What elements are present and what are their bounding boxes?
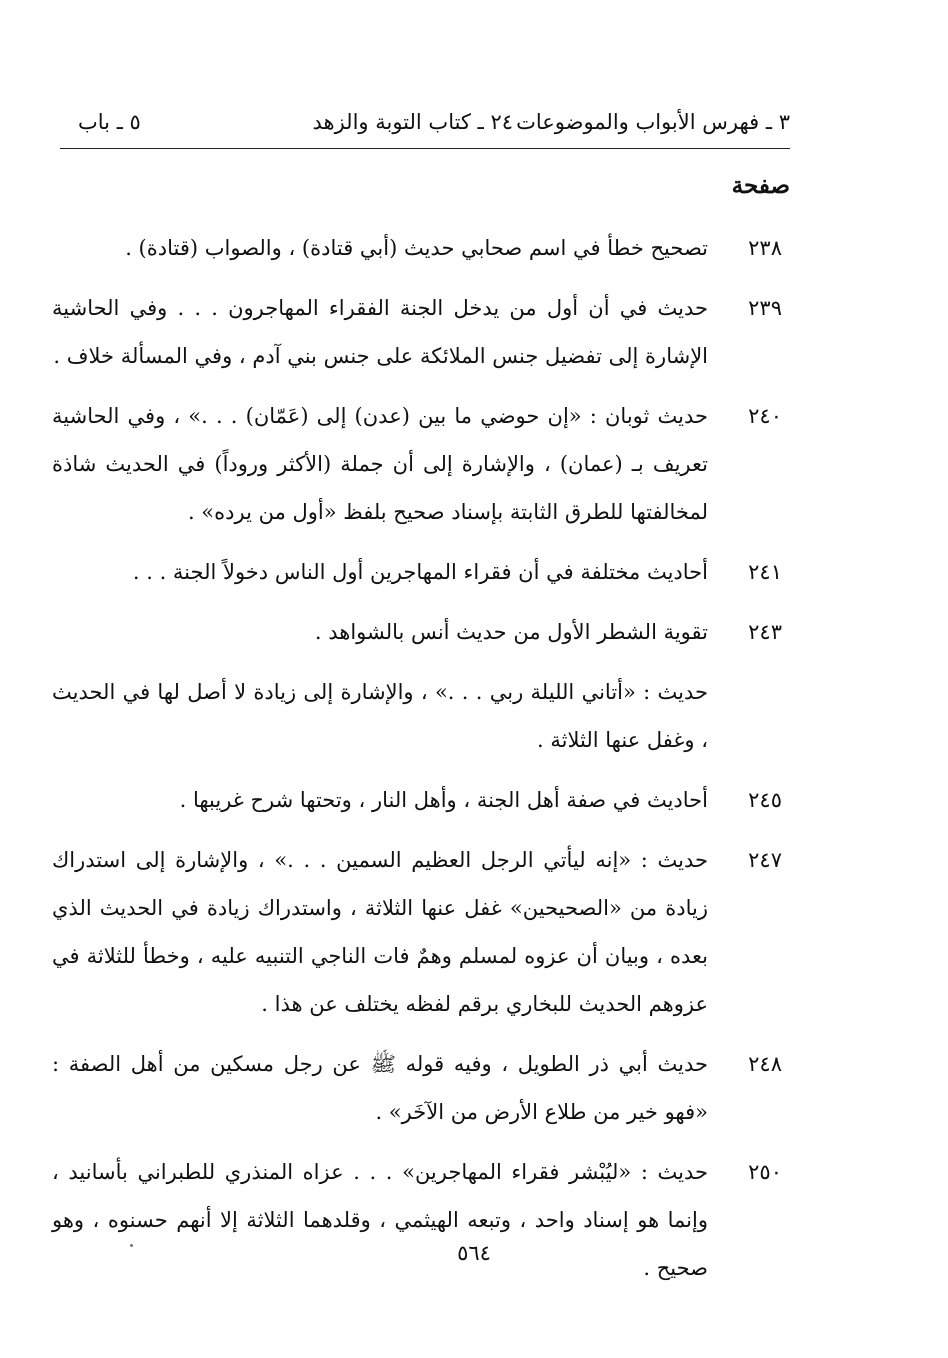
entry-text: حديث أبي ذر الطويل ، وفيه قوله ﷺ عن رجل مسكين من أهل الصفة : «فهو خير من طلاع الأرض من الآخَر» .	[52, 1052, 708, 1124]
entry-page-number: ٢٥٠	[748, 1160, 782, 1184]
entry-page-number: ٢٤٨	[748, 1052, 782, 1076]
entry-page-number: ٢٤٣	[748, 620, 782, 644]
index-entry	[0, 224, 948, 272]
entry-page-number: ٢٤٥	[748, 788, 782, 812]
index-entry	[0, 668, 948, 764]
header-section-title: ٣ ـ فهرس الأبواب والموضوعات	[516, 110, 790, 134]
entry-text: حديث : «إنه ليأتي الرجل العظيم السمين . . .» ، والإشارة إلى استدراك زيادة من «الصحيحين» غفل عنها الثلاثة ، واستدراك زيادة في الحديث الذي بعده ، وبيان أن عزوه لمسلم وهمٌ فات الناجي التنبيه عليه ، وخطأ للثلاثة في عزوهم الحديث للبخاري برقم لفظه يختلف عن هذا .	[52, 848, 708, 1016]
running-header	[60, 102, 790, 142]
entry-page-number: ٢٣٨	[748, 236, 782, 260]
entry-text: حديث في أن أول من يدخل الجنة الفقراء المهاجرون . . . وفي الحاشية الإشارة إلى تفضيل جنس الملائكة على جنس بني آدم ، وفي المسألة خلاف .	[52, 296, 708, 368]
header-book-title: ٢٤ ـ كتاب التوبة والزهد	[312, 110, 513, 134]
index-entry	[0, 1040, 948, 1136]
index-entry	[0, 776, 948, 824]
entry-text: تصحيح خطأ في اسم صحابي حديث (أبي قتادة) ، والصواب (قتادة) .	[125, 236, 708, 260]
header-divider	[60, 148, 790, 149]
entry-text: حديث : «ليُبْشر فقراء المهاجرين» . . . عزاه المنذري للطبراني بأسانيد ، وإنما هو إسناد واحد ، وتبعه الهيثمي ، وقلدهما الثلاثة إلا أنهم حسنوه ، وهو صحيح .	[52, 1160, 708, 1280]
index-entry	[0, 608, 948, 656]
entry-page-number: ٢٣٩	[748, 296, 782, 320]
entry-page-number: ٢٤١	[748, 560, 782, 584]
index-entry	[0, 284, 948, 380]
index-entry	[0, 548, 948, 596]
header-chapter: ٥ ـ باب	[78, 110, 141, 134]
scan-speck	[130, 1244, 133, 1247]
entry-text: أحاديث مختلفة في أن فقراء المهاجرين أول الناس دخولاً الجنة . . .	[132, 560, 708, 584]
index-entry	[0, 392, 948, 536]
index-entries	[0, 224, 948, 1292]
page-number: ٥٦٤	[457, 1241, 491, 1265]
entry-text: أحاديث في صفة أهل الجنة ، وأهل النار ، وتحتها شرح غريبها .	[179, 788, 708, 812]
index-entry	[0, 1148, 948, 1292]
entry-page-number: ٢٤٠	[748, 404, 782, 428]
entry-text: تقوية الشطر الأول من حديث أنس بالشواهد .	[314, 620, 708, 644]
entry-text: حديث ثوبان : «إن حوضي ما بين (عدن) إلى (عَمّان) . . .» ، وفي الحاشية تعريف بـ (عمان) ، والإشارة إلى أن جملة (الأكثر وروداً) في الحديث شاذة لمخالفتها للطرق الثابتة بإسناد صحيح بلفظ «أول من يرده» .	[52, 404, 708, 524]
page-column-heading: صفحة	[731, 172, 790, 199]
index-entry	[0, 836, 948, 1028]
entry-page-number: ٢٤٧	[748, 848, 782, 872]
entry-text: حديث : «أتاني الليلة ربي . . .» ، والإشارة إلى زيادة لا أصل لها في الحديث ، وغفل عنها الثلاثة .	[52, 680, 708, 752]
